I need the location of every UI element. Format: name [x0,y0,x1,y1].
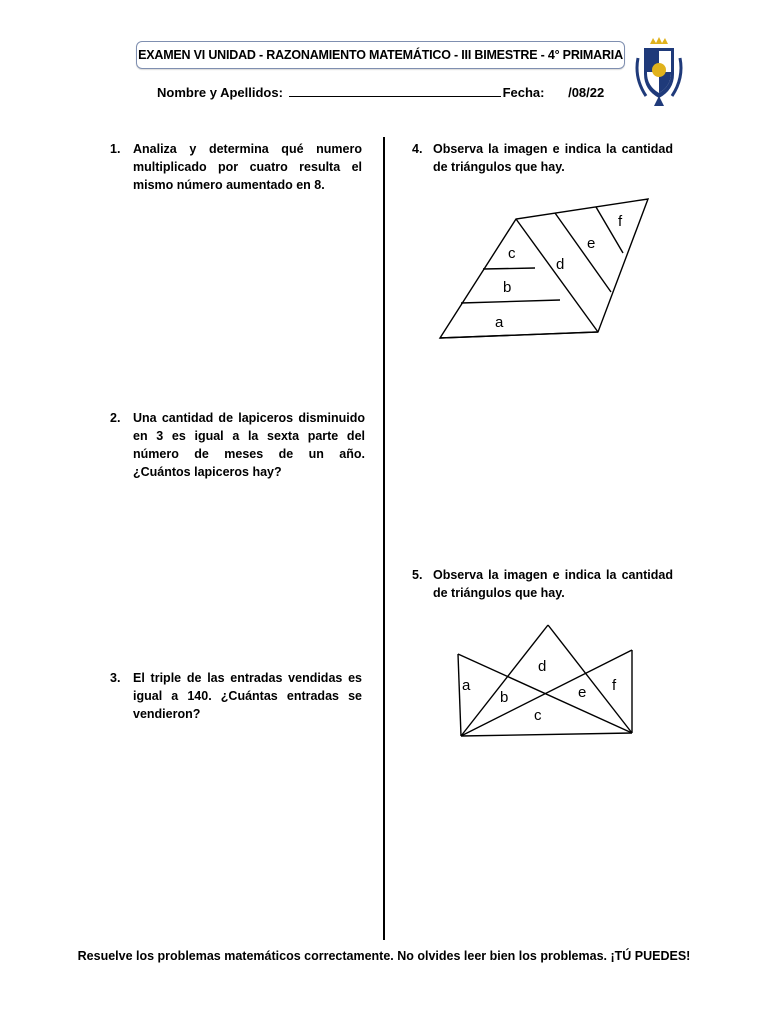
triangle-figure-4 [436,196,654,342]
figure-line [555,213,611,292]
question-text: Una cantidad de lapiceros disminuido en 3 es igual a la sexta parte del número de meses de un año. ¿Cuántos lapiceros hay? [133,411,365,479]
figure-label: c [508,245,516,262]
figure-label: a [462,677,471,694]
figure-label: d [556,256,565,273]
figure-line [461,300,560,303]
figure-label: e [587,235,596,252]
date-value: /08/22 [568,85,605,100]
question-text: Analiza y determina qué numero multiplicado por cuatro resulta el mismo número aumentado en 8. [133,142,362,192]
name-blank-field[interactable] [289,84,501,97]
figure-line [483,268,535,269]
figure-line [461,650,632,736]
question-number: 5. [412,568,423,582]
figure-line [516,219,598,332]
figure-label: c [534,707,542,724]
name-label: Nombre y Apellidos: [157,85,283,100]
figure-line [458,654,461,736]
triangle-figure-5 [452,620,638,742]
date-label: Fecha: [502,85,545,100]
figure-label: a [495,314,504,331]
name-date-line [157,84,604,100]
question-number: 3. [110,671,121,685]
question-number: 2. [110,411,121,425]
figure-label: e [578,684,587,701]
exam-title: EXAMEN VI UNIDAD - RAZONAMIENTO MATEMÁTICO - III BIMESTRE - 4° PRIMARIA [136,41,625,69]
question-text: El triple de las entradas vendidas es igual a 140. ¿Cuántas entradas se vendieron? [133,671,362,721]
school-crest-logo [630,36,688,108]
figure-outline [440,199,648,338]
figure-line [548,625,632,733]
figure-label: b [500,689,509,706]
figure-label: d [538,658,547,675]
figure-line [461,733,632,736]
question-text: Observa la imagen e indica la cantidad de triángulos que hay. [433,142,673,174]
question-number: 1. [110,142,121,156]
footer-message: Resuelve los problemas matemáticos correctamente. No olvides leer bien los problemas. ¡TÚ PUEDES! [77,949,691,963]
column-divider [383,137,385,940]
figure-line [440,332,598,338]
figure-label: f [618,213,623,230]
question-number: 4. [412,142,423,156]
question-text: Observa la imagen e indica la cantidad de triángulos que hay. [433,568,673,600]
figure-label: b [503,279,512,296]
figure-label: f [612,677,617,694]
